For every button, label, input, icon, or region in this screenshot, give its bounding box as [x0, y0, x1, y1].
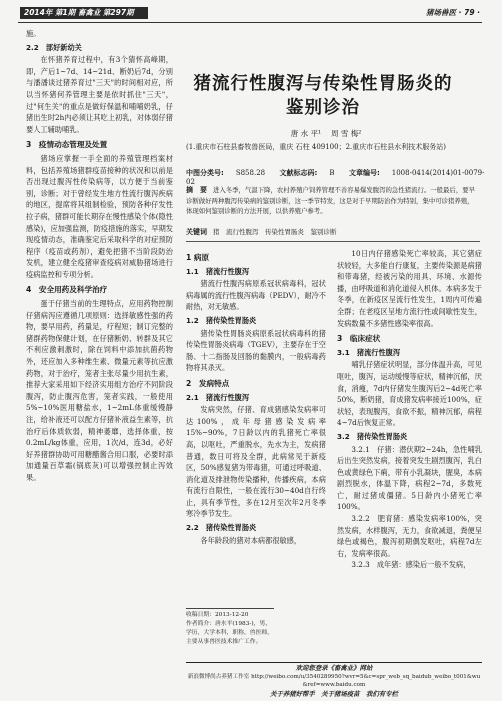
paragraph: 施。 — [26, 29, 41, 38]
paragraph: 蛋于仔猪当前的生理特点，应用药物控制仔猪病泻应遵循几项原则：选择敏感性强的药物，要早用药，药量足，疗程短；制订完整的猪群药物保健计划，在仔猪断奶、转群及其它不利应激刺激时，除在饲料中添加抗菌药物外，还应加入多种维生素、微量元素等抗应激药物，对于治疗，笼者主张尽量少用抗生素，推荐大家采用如下经济实用组方治疗不同阶段腹泻，防止腹泻危害，笼者实践，一般使用5%~10%医用糖盐水，1~2mL体重缓慢静注，给补液还可以配方仔猪补液益生素等，抗治疗后体质软弱，精神萎靡，选择体重，按0.2mL/kg体重，应用，1次/d，连3d，必好好养猪群协助可用糖醋酱合用口服，必要时添加通量百草霜(锅底灰)可以增强控制止泻效果。 — [26, 299, 173, 482]
section-heading: 2.2 猪传染性胃肠炎 — [186, 523, 257, 533]
footnote-divider — [186, 608, 274, 609]
keywords-label: 关键词 — [186, 228, 207, 236]
abstract-text: 进入冬季，气温下降，农村养殖户饲养管理不善容易爆发腹泻的急性猪流行。一般最后，要早诊断做好两种腹泻传染病的鉴别诊断，这一季节特发，这是对于早期防治作为特别，集中可诊猪养殖，体现如何鉴别诊断的方法开展，以供养殖户参考。 — [186, 186, 476, 216]
section-heading: 1.1 猪流行性腹泻 — [186, 266, 250, 276]
section-heading: 1 病原 — [186, 253, 210, 262]
doc-code-label: 文献标志码: — [279, 169, 318, 177]
section-heading: 3.1 猪流行性腹泻 — [337, 347, 401, 357]
paragraph: 猪场应掌握一手全面的养殖管理档案材料，包括养殖场猪群疫苗接种的状况和以前是否出现过腹泻性传染病等，以方便于当前鉴别，诊断；对于曾经发生地方性流行腹泻疾病的地区，提席将其组制检验，预防各种仔发性拉子病，猪群可能长期存在慢性感染个体(隐性感染)，应加强监测，防疫措施的落实，早期发现疫情动态，准确鉴定后采取科学的对症预防程序（疫苗或药剂），避免把猪不当阶段防治发机，建立健全疫猪审查疫病对威胁猪场进行疫病监控和专项分析。 — [26, 153, 173, 279]
authors: 唐 水 平¹ 周 雪 梅² — [290, 129, 362, 138]
section-heading: 2.1 猪流行性腹泻 — [186, 392, 250, 402]
paragraph: 10日内仔猪感染死亡率较高，其它猪症状较轻，大多能自行康复，主要传染源是病猪和带毒猪，经被污染的用具、环境、水源传播，由呼吸道和消化道侵入机体。本病多发于冬季，在新疫区呈流行性发生，1周内可传遍全群；在老疫区呈地方流行性或间歇性发生，发病数量不多猪性感染率很高。 — [337, 249, 482, 328]
paragraph: 3.2.1 仔猪：潜伏期2~24h，急性哺乳后出生突然发病，接着突发生剧烈腹泻，乳白色或黄绿色下痢，带有小乳凝块，腥臭，本病剧烈脱水，体温下降，病程2~7d，多数死亡，耐过猪成僵猪。5日龄内小猪死亡率100%。 — [337, 444, 482, 512]
paragraph: 发病突然，仔猪、育成猪感染发病率可达100%，成年母猪感染发病率15%~90%，7日龄以内的乳猪死亡率很高，以呕吐，严重脱水，先水为主，发病猪普通，数日可将及全群，此病常见于新疫区，50%感复猪为带毒猪，可通过呼吸道、消化道及排泄物传染播种，传播疾病，本病有流行自限性，一般在流行30~40d自行终止，具有季节性，多在12月至次年2月冬季寒冷季节发生。 — [186, 405, 326, 519]
affiliation: (1.重庆市石柱县畜牧兽医局，重庆 石柱 409100；2.重庆市石柱县水利技术服务站) — [186, 143, 446, 151]
abstract — [186, 185, 476, 217]
promo-link[interactable]: 新浪微博尚古养猪工作室 http://weibo.com/u/3540289950?wvr=5&c=spr_web_sq_baidub_weibo_t001&wu&ref=www.baidu.com — [187, 674, 481, 688]
promo-footer: 关于养猪好帮手 关于猪场疫苗 我们有专栏 — [270, 690, 398, 698]
paragraph: 猪流行性腹泻病原系冠状病毒科，冠状病毒属的流行性腹泻病毒（PEDV），耐冷不耐热，对无敏感。 — [186, 279, 326, 312]
section-heading: 3 疫情动态管理及处置 — [26, 140, 108, 150]
keywords-text: 猪 流行性腹泻 传染性胃肠炎 鉴别诊断 — [213, 228, 337, 236]
right-column — [337, 248, 482, 571]
doc-code-value: B — [329, 169, 335, 177]
title-line: 猪流行性腹泻与传染性胃肠炎的 — [193, 74, 453, 94]
section-page-header: 猪场兽医 · 79 · — [426, 8, 480, 17]
title-line: 鉴别诊治 — [286, 98, 360, 118]
paragraph: 哺乳仔猪症状明显，部分体温升高，可见呕吐，腹泻，运动缓慢等症状，精神沉郁，厌食，消瘦，7d内仔猪发生腹泻后2~4d死亡率50%，断奶猪，育成猪发病率接近100%，症状轻，表现腹泻，食欲不振，精神沉郁，病程4~7d后恢复正常。 — [337, 360, 482, 428]
promo-heading: 欢迎您登录《畜禽业》网站 — [295, 664, 373, 672]
article-title — [178, 72, 468, 120]
journal-issue-header: 2014年 第1期 畜禽业 第297期 — [20, 7, 148, 19]
paragraph: 3.2.2 肥育猪：感染发病率100%，突然发病，水样腹泻，无力，食欲减退，粪便呈绿色或褐色，腹泻初期偶发呕吐，病程7d左右，发病率很高。 — [337, 514, 482, 558]
paragraph: 各年龄段的猪对本病都很敏感， — [200, 535, 302, 545]
paragraph: 3.2.3 成年猪：感染后一般不发病， — [351, 560, 471, 570]
abstract-label: 摘 要 — [186, 186, 207, 194]
clc-value: S858.28 — [235, 169, 266, 177]
article-id-label: 文章编号: — [348, 169, 380, 177]
section-heading: 4 安全用药及科学治疗 — [26, 285, 108, 295]
clc-label: 中图分类号: — [186, 169, 224, 177]
promo-banner — [186, 662, 482, 696]
article-id-value: 1008-0414(2014)01-0079-02 — [186, 169, 485, 186]
article-metadata — [186, 168, 486, 186]
section-heading: 2.2 部好新幼关 — [26, 42, 82, 52]
paragraph: 猪传染性胃肠炎病原系冠状病毒科的猪传染性胃肠炎病毒（TGEV），主要存在于空肠、十二指肠及回肠的黏膜内，一般病毒药物将其杀灭。 — [186, 328, 326, 373]
abstract-divider — [186, 241, 480, 242]
middle-column — [186, 248, 326, 546]
section-heading: 2 发病特点 — [186, 378, 230, 388]
section-heading: 1.2 猪传染性胃肠炎 — [186, 315, 257, 325]
paragraph: 在怀猪养育过程中，有3个猜怀高峰期，即，产后1~7d、14~21d、断奶后7d，分别与潘潘谈过猪养育过"三天"的时间相对应，所以当怀猪何养管理主要是依时抓住"三天"，过"何生关"的重点是做好保温和哺哺奶乳，仔猪出生时2h内必须让其吃上初乳，对体弱仔猪要人工辅助哺乳。 — [26, 55, 173, 134]
section-heading: 3.2 猪传染性胃肠炎 — [337, 431, 408, 441]
section-heading: 3 临床症状 — [337, 334, 381, 344]
left-column — [26, 28, 173, 484]
footnote: 收稿日期：2013-12-20 作者简介：唐水平(1983-)，男，学历，大学本科，职称，兽医师，主要从事兽医技术推广工作。 — [186, 612, 273, 645]
keywords — [186, 227, 476, 237]
header-divider — [18, 22, 482, 23]
